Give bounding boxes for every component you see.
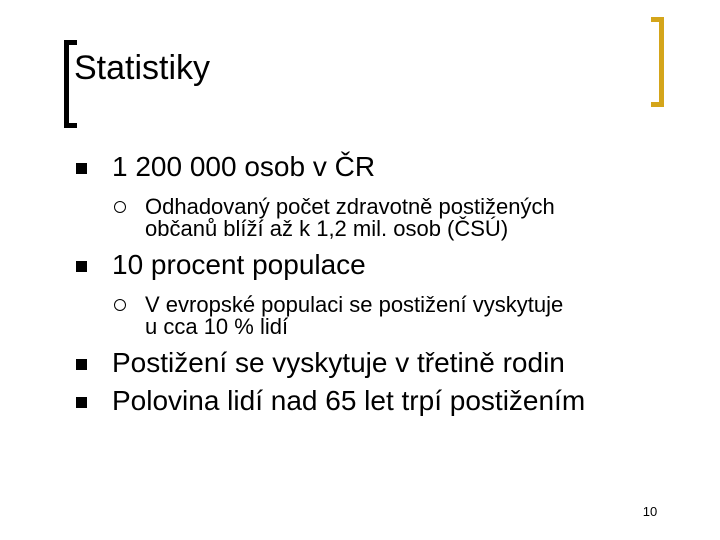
list-item-text: 10 procent populace: [112, 249, 366, 280]
right-bracket-decoration: [651, 17, 664, 107]
square-bullet-icon: [76, 163, 87, 174]
sub-list-item: [74, 294, 674, 338]
list-item-text: Polovina lidí nad 65 let trpí postižením: [112, 385, 586, 416]
page-number: 10: [642, 504, 658, 519]
sub-list-item-text-line1: V evropské populaci se postižení vyskytuje: [145, 292, 564, 317]
slide-title: Statistiky: [74, 49, 211, 87]
hollow-circle-bullet-icon: [114, 201, 126, 213]
square-bullet-icon: [76, 397, 87, 408]
hollow-circle-bullet-icon: [114, 299, 126, 311]
list-item-text: Postižení se vyskytuje v třetině rodin: [112, 347, 565, 378]
sub-list-item: [74, 196, 674, 240]
list-item: [74, 382, 674, 420]
square-bullet-icon: [76, 359, 87, 370]
sub-list-item-text-line2: u cca 10 % lidí: [145, 314, 289, 339]
list-item: [74, 246, 674, 284]
bullet-list: [74, 148, 674, 420]
list-item-text: 1 200 000 osob v ČR: [112, 151, 376, 182]
sub-list-item-text-line1: Odhadovaný počet zdravotně postižených: [145, 194, 555, 219]
square-bullet-icon: [76, 261, 87, 272]
sub-list-item-text-line2: občanů blíží až k 1,2 mil. osob (ČSÚ): [145, 216, 509, 241]
list-item: [74, 148, 674, 186]
list-item: [74, 344, 674, 382]
